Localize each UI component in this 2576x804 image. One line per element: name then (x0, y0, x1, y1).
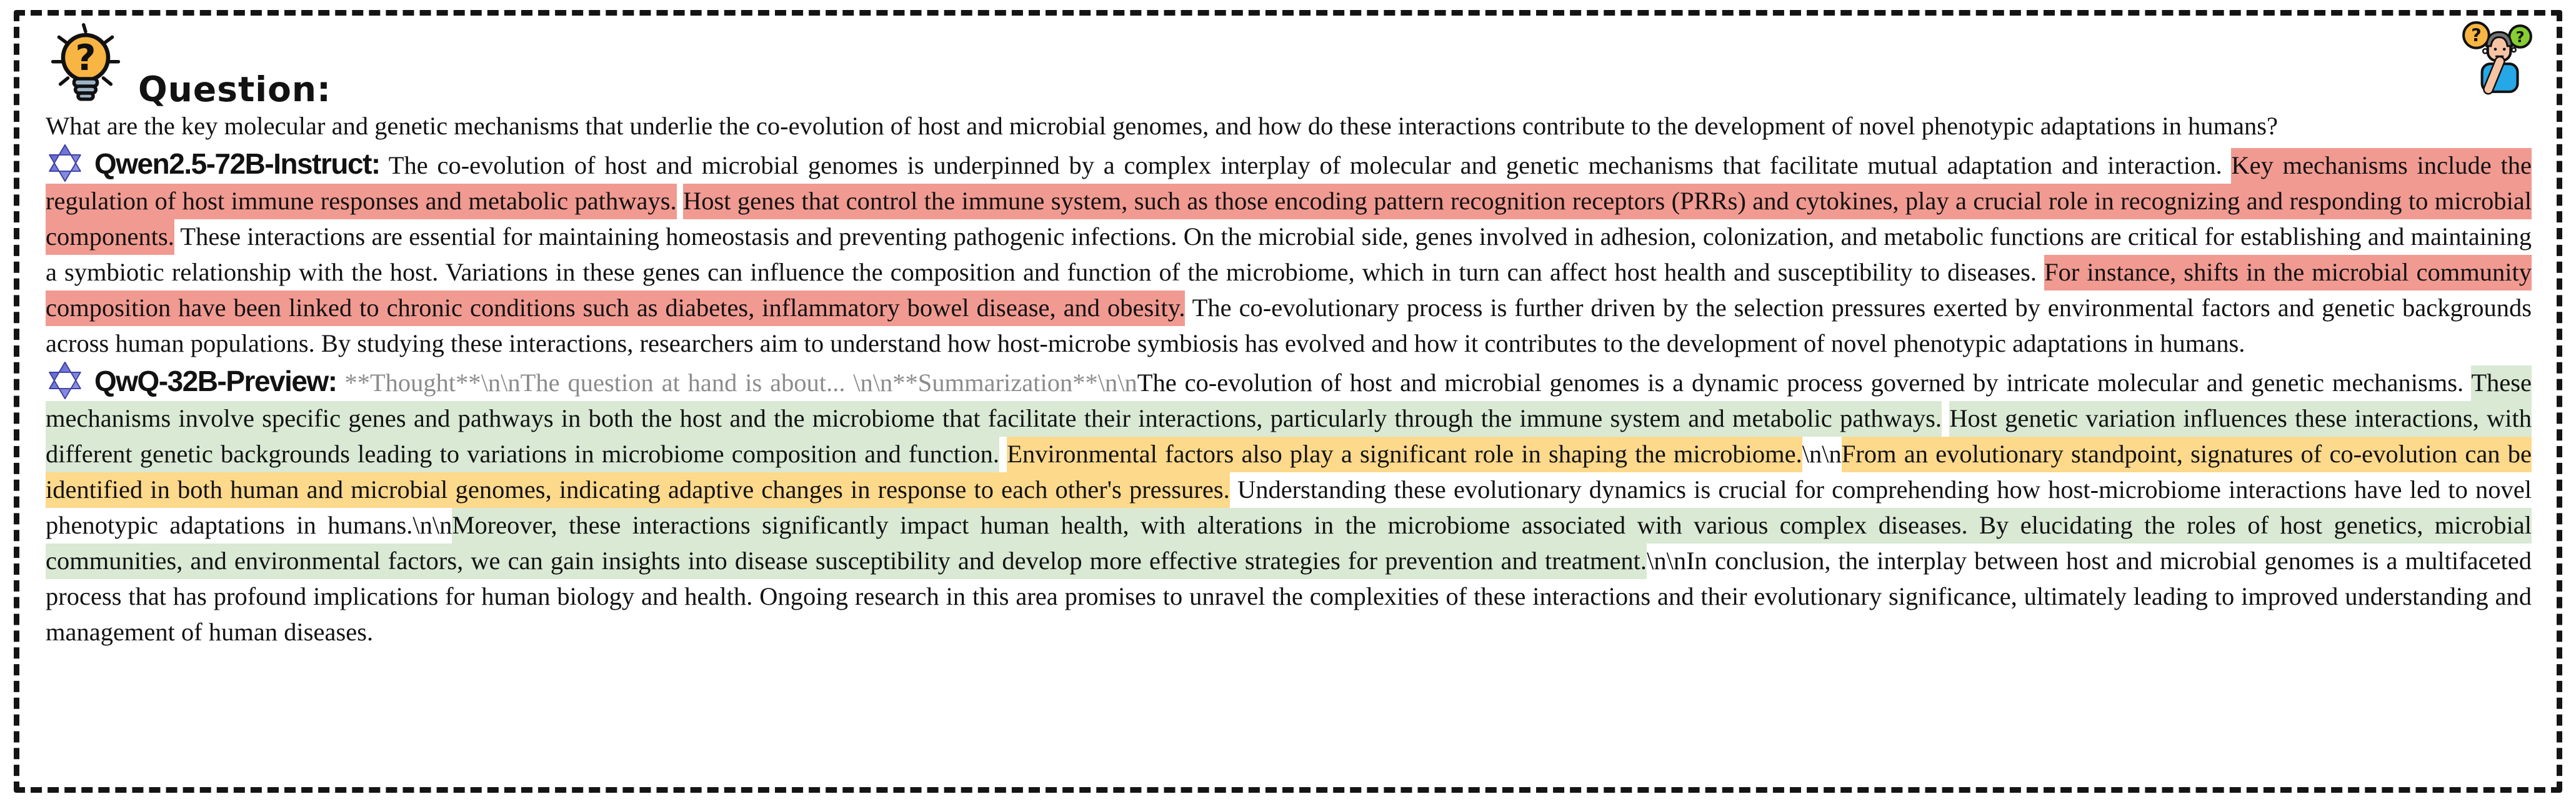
answer-runs-qwen (46, 148, 2532, 357)
text-run-gray: **Thought**\n\nThe question at hand is about... \n\n**Summarization**\n\n (344, 369, 1137, 397)
question-text: What are the key molecular and genetic mechanisms that underlie the co-evolution of host and microbial genomes, and how do these interactions contribute to the development of novel phenotypic adaptations in humans? (46, 112, 2278, 140)
text-run-normal (1942, 404, 1949, 432)
answer-qwq-32b-preview (46, 361, 2532, 650)
text-run-normal: The co-evolution of host and microbial genomes is a dynamic process governed by intricate molecular and genetic mechanisms. (1137, 369, 2472, 397)
text-run-normal: The co-evolutionary process is further driven by the selection pressures exerted by environmental factors and genetic backgrounds across human populations. By studying these interactions, researchers aim to understand how host-microbe symbiosis has evolved and how it contributes to the development of novel phenotypic adaptations in humans. (46, 294, 2532, 357)
text-run-normal (999, 440, 1007, 468)
text-run-red: For instance, shifts in the microbial community composition have been linked to chronic conditions such as diabetes, inflammatory bowel disease, and obesity. (46, 255, 2532, 326)
text-run-normal: These interactions are essential for maintaining homeostasis and preventing pathogenic infections. On the microbial side, genes involved in adhesion, colonization, and metabolic functions are critical for establishing and maintaining a symbiotic relationship with the host. Variations in these genes can influence the composition and function of the microbiome, which in turn can affect host health and susceptibility to diseases. (46, 222, 2532, 286)
thinking-person-icon (2459, 18, 2535, 97)
svg-text:?: ? (2515, 27, 2525, 46)
text-run-yellow: From an evolutionary standpoint, signatures of co-evolution can be identified in both human and microbial genomes, indicating adaptive changes in response to each other's pressures. (46, 437, 2532, 508)
text-run-green: Host genetic variation influences these interactions, with different genetic backgrounds leading to variations in microbiome composition and function. (46, 401, 2532, 472)
qwen-logo-icon (46, 144, 84, 182)
text-run-green: Moreover, these interactions significantly impact human health, with alterations in the microbiome associated with various complex diseases. By elucidating the roles of host genetics, microbial communities, and environmental factors, we can gain insights into disease susceptibility and develop more effective strategies for prevention and treatment. (46, 508, 2532, 579)
figure-frame (14, 10, 2562, 793)
question-header (46, 19, 2532, 108)
svg-text:?: ? (75, 37, 96, 79)
text-run-normal (677, 187, 683, 215)
text-run-red: Host genes that control the immune system, such as those encoding pattern recognition receptors (PRRs) and cytokines, play a crucial role in recognizing and responding to microbial components. (46, 184, 2532, 255)
model-name-qwq: QwQ-32B-Preview: (94, 365, 337, 397)
text-run-green: These mechanisms involve specific genes and pathways in both the host and the microbiome that facilitate their interactions, particularly through the immune system and metabolic pathways. (46, 365, 2532, 437)
lightbulb-question-icon (46, 19, 126, 108)
text-run-normal: \n\n (1802, 440, 1842, 468)
answer-runs-qwq (46, 365, 2532, 646)
text-run-red: Key mechanisms include the regulation of host immune responses and metabolic pathways. (46, 148, 2532, 219)
text-run-yellow: Environmental factors also play a significant role in shaping the microbiome. (1007, 437, 1802, 472)
question-label: Question: (138, 69, 332, 109)
qwen-logo-icon (46, 361, 84, 400)
model-name-qwen: Qwen2.5-72B-Instruct: (94, 147, 380, 180)
answer-qwen25-72b-instruct (46, 144, 2532, 361)
text-run-normal: Understanding these evolutionary dynamics is crucial for comprehending how host-microbiome interactions have led to novel phenotypic adaptations in humans.\n\n (46, 475, 2532, 539)
text-run-normal: The co-evolution of host and microbial genomes is underpinned by a complex interplay of molecular and genetic mechanisms that facilitate mutual adaptation and interaction. (388, 151, 2232, 179)
svg-text:?: ? (2471, 25, 2482, 46)
text-run-normal: \n\nIn conclusion, the interplay between host and microbial genomes is a multifaceted process that has profound implications for human biology and health. Ongoing research in this area promises to unravel the complexities of these interactions and their evolutionary significance, ultimately leading to improved understanding and management of human diseases. (46, 547, 2532, 646)
